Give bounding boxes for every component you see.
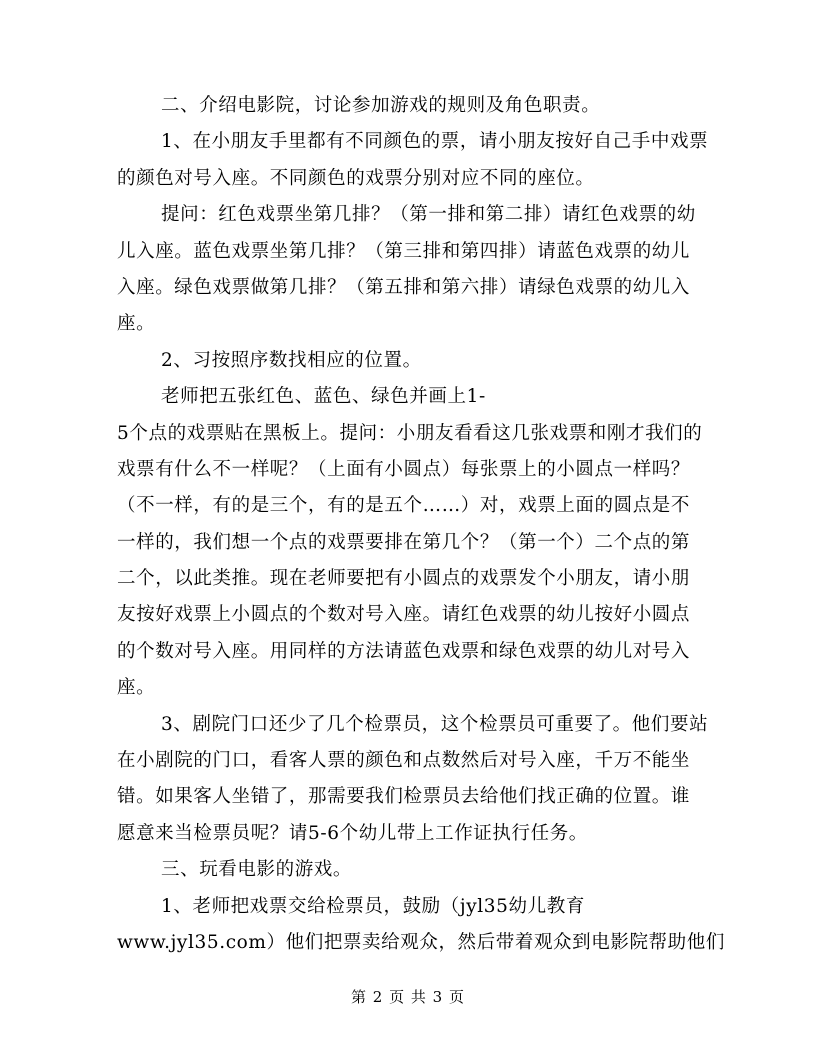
document-body (117, 88, 725, 961)
text-line: 的颜色对号入座。不同颜色的戏票分别对应不同的座位。 (117, 167, 595, 189)
text-line: 的个数对号入座。用同样的方法请蓝色戏票和绿色戏票的幼儿对号入 (117, 640, 691, 662)
text-line: 5个点的戏票贴在黑板上。提问：小朋友看看这几张戏票和刚才我们的 (117, 422, 703, 444)
text-line: 儿入座。蓝色戏票坐第几排？（第三排和第四排）请蓝色戏票的幼儿 (117, 240, 691, 262)
text-line: 1、在小朋友手里都有不同颜色的票，请小朋友按好自己手中戏票 (161, 131, 709, 153)
text-line: 提问：红色戏票坐第几排？（第一排和第二排）请红色戏票的幼 (161, 204, 696, 226)
text-line: 愿意来当检票员呢？请5-6个幼儿带上工作证执行任务。 (117, 822, 588, 844)
text-line: （不一样，有的是三个，有的是五个……）对，戏票上面的圆点是不 (117, 495, 691, 517)
text-line: 座。 (117, 313, 156, 335)
text-line: 戏票有什么不一样呢？（上面有小圆点）每张票上的小圆点一样吗？ (117, 458, 691, 480)
text-line: 一样的，我们想一个点的戏票要排在第几个？（第一个）二个点的第 (117, 531, 691, 553)
text-line: 二个，以此类推。现在老师要把有小圆点的戏票发个小朋友，请小朋 (117, 568, 691, 590)
page-footer: 第 2 页 共 3 页 (351, 988, 465, 1006)
text-line: 3、剧院门口还少了几个检票员，这个检票员可重要了。他们要站 (161, 713, 709, 735)
text-line: 三、玩看电影的游戏。 (161, 859, 353, 881)
text-line: 1、老师把戏票交给检票员，鼓励（jyl35幼儿教育 (161, 895, 585, 917)
text-line: 座。 (117, 677, 156, 699)
text-line: 二、介绍电影院，讨论参加游戏的规则及角色职责。 (161, 95, 601, 116)
text-line: 老师把五张红色、蓝色、绿色并画上1- (161, 386, 486, 408)
text-line: 友按好戏票上小圆点的个数对号入座。请红色戏票的幼儿按好小圆点 (117, 604, 691, 626)
text-line: 入座。绿色戏票做第几排？（第五排和第六排）请绿色戏票的幼儿入 (117, 276, 691, 298)
text-line: www.jyl35.com）他们把票卖给观众，然后带着观众到电影院帮助他们 (117, 931, 725, 953)
text-line: 在小剧院的门口，看客人票的颜色和点数然后对号入座，千万不能坐 (117, 750, 691, 772)
text-line: 2、习按照序数找相应的位置。 (161, 349, 422, 371)
text-line: 错。如果客人坐错了，那需要我们检票员去给他们找正确的位置。谁 (117, 786, 691, 808)
